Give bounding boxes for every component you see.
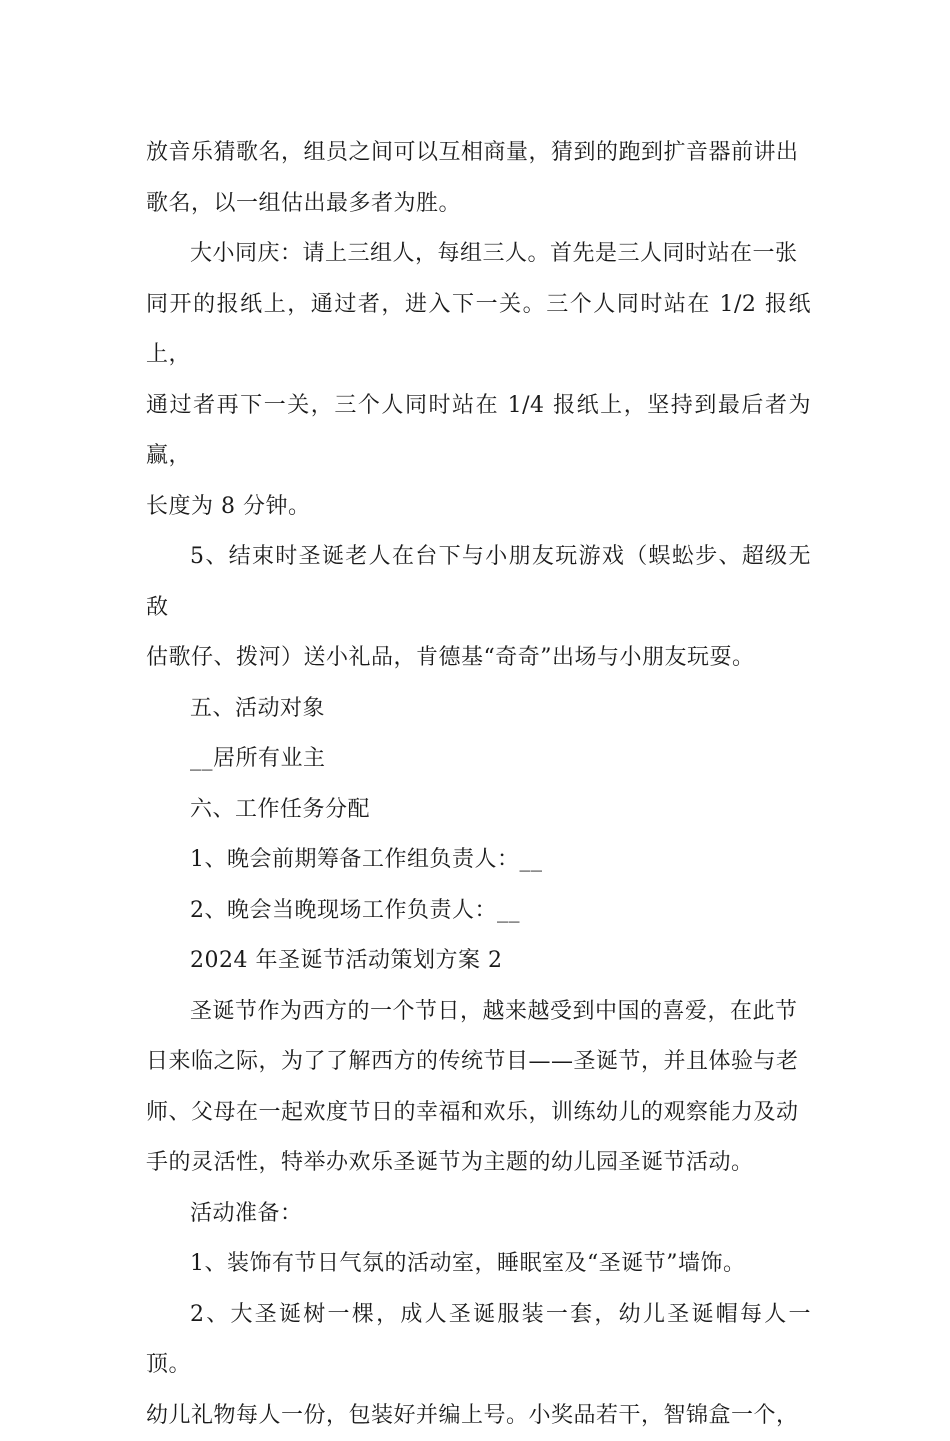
- paragraph-prep-item-1: [146, 1239, 811, 1290]
- text-line: 歌名，以一组估出最多者为胜。: [146, 179, 811, 230]
- text-line: 通过者再下一关，三个人同时站在 1/4 报纸上，坚持到最后者为赢，: [146, 381, 811, 482]
- text-line: 师、父母在一起欢度节日的幸福和欢乐，训练幼儿的观察能力及动: [146, 1088, 811, 1139]
- text-line: 2024 年圣诞节活动策划方案 2: [146, 936, 811, 987]
- heading-activity-target: [146, 684, 811, 735]
- text-line: __居所有业主: [146, 734, 811, 785]
- text-line: 幼儿礼物每人一份，包装好并编上号。小奖品若干，智锦盒一个，: [146, 1391, 811, 1441]
- paragraph-song-guessing: [146, 128, 811, 229]
- heading-activity-prep: [146, 1189, 811, 1240]
- paragraph-newspaper-game: [146, 229, 811, 532]
- text-line: 1、晚会前期筹备工作组负责人：__: [146, 835, 811, 886]
- heading-task-assignment: [146, 785, 811, 836]
- text-line: 2、晚会当晚现场工作负责人：__: [146, 886, 811, 937]
- text-line: 手的灵活性，特举办欢乐圣诞节为主题的幼儿园圣诞节活动。: [146, 1138, 811, 1189]
- paragraph-santa-games: [146, 532, 811, 684]
- text-line: 日来临之际，为了了解西方的传统节目——圣诞节，并且体验与老: [146, 1037, 811, 1088]
- text-line: 放音乐猜歌名，组员之间可以互相商量，猜到的跑到扩音器前讲出: [146, 128, 811, 179]
- text-line: 活动准备：: [146, 1189, 811, 1240]
- document-body: [146, 128, 811, 1441]
- heading-plan-2: [146, 936, 811, 987]
- paragraph-prep-item-2: [146, 1290, 811, 1441]
- text-line: 六、工作任务分配: [146, 785, 811, 836]
- text-line: 5、结束时圣诞老人在台下与小朋友玩游戏（蜈蚣步、超级无敌: [146, 532, 811, 633]
- text-line: 估歌仔、拨河）送小礼品，肯德基“奇奇”出场与小朋友玩耍。: [146, 633, 811, 684]
- text-line: 圣诞节作为西方的一个节日，越来越受到中国的喜爱，在此节: [146, 987, 811, 1038]
- text-line: 2、大圣诞树一棵，成人圣诞服装一套，幼儿圣诞帽每人一顶。: [146, 1290, 811, 1391]
- text-line: 五、活动对象: [146, 684, 811, 735]
- text-line: 长度为 8 分钟。: [146, 482, 811, 533]
- text-line: 同开的报纸上，通过者，进入下一关。三个人同时站在 1/2 报纸上，: [146, 280, 811, 381]
- text-line: 大小同庆：请上三组人，每组三人。首先是三人同时站在一张: [146, 229, 811, 280]
- paragraph-target-owners: [146, 734, 811, 785]
- paragraph-prep-lead: [146, 835, 811, 886]
- paragraph-onsite-lead: [146, 886, 811, 937]
- paragraph-christmas-intro: [146, 987, 811, 1189]
- text-line: 1、装饰有节日气氛的活动室，睡眠室及“圣诞节”墙饰。: [146, 1239, 811, 1290]
